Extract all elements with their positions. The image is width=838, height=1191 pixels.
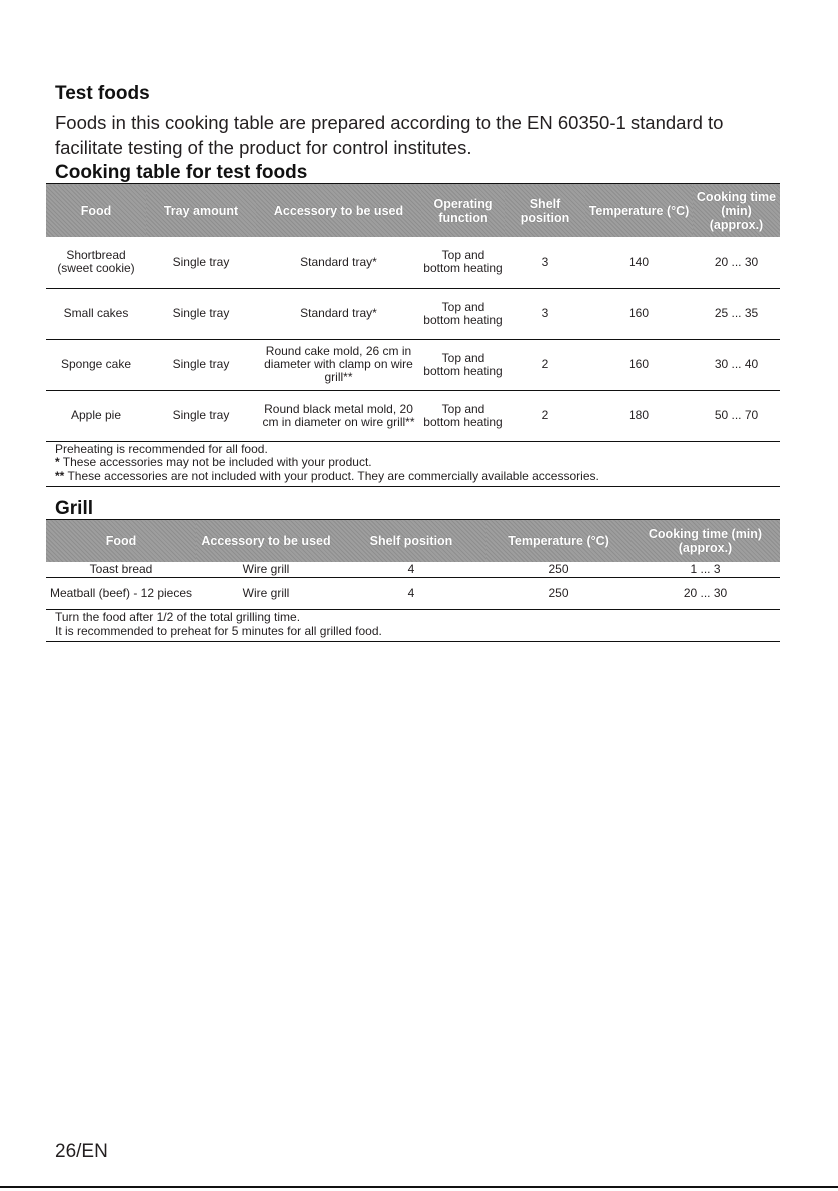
test-foods-heading: Test foods	[55, 83, 150, 104]
footer-divider	[0, 1186, 838, 1188]
cell-food: Small cakes	[63, 306, 129, 320]
cell-cooking-time: 30 ... 40	[714, 357, 759, 371]
cell-shelf-position: 4	[407, 562, 415, 576]
grill-table-notes	[46, 610, 780, 642]
cell-temperature: 160	[628, 306, 650, 320]
cell-operating-function: Top and bottom heating	[423, 248, 503, 276]
cell-accessory: Round cake mold, 26 cm in diameter with clamp on wire grill**	[264, 344, 413, 384]
cell-accessory: Standard tray*	[300, 254, 377, 269]
cell-food: Toast bread	[89, 562, 153, 576]
footnote-text: These accessories may not be included with your product.	[62, 455, 372, 469]
cell-operating-function: Top and bottom heating	[423, 401, 503, 429]
cell-food: Meatball (beef) - 12 pieces	[49, 586, 193, 600]
cell-tray-amount: Single tray	[172, 357, 230, 371]
table-row	[46, 339, 780, 390]
note-preheat: Preheating is recommended for all food.	[55, 441, 268, 456]
cell-tray-amount: Single tray	[172, 306, 230, 320]
table-row	[46, 288, 780, 339]
note-accessories-may-not-be-included	[55, 456, 780, 470]
table-row	[46, 390, 780, 441]
table-row	[46, 578, 780, 610]
grill-table-section	[46, 519, 780, 642]
note-turn-food: Turn the food after 1/2 of the total grilling time.	[55, 610, 301, 624]
cooking-table-section	[46, 183, 780, 487]
column-header-accessory: Accessory to be used	[196, 520, 336, 563]
table-row	[46, 237, 780, 288]
grill-table	[46, 519, 780, 610]
note-accessories-not-included	[55, 470, 780, 484]
table-header-row	[46, 520, 780, 563]
cooking-table	[46, 183, 780, 442]
table-row	[46, 562, 780, 578]
column-header-temperature: Temperature (°C)	[486, 520, 631, 563]
grill-heading: Grill	[55, 498, 94, 519]
cell-shelf-position: 2	[541, 357, 549, 371]
cooking-table-heading: Cooking table for test foods	[55, 162, 308, 183]
column-header-food: Food	[46, 184, 146, 238]
test-foods-intro: Foods in this cooking table are prepared according to the EN 60350-1 standard to facilitate testing of the product for control institutes.	[55, 112, 724, 158]
cell-food: Shortbread (sweet cookie)	[57, 248, 135, 276]
cell-operating-function: Top and bottom heating	[423, 299, 503, 327]
cell-cooking-time: 20 ... 30	[683, 586, 728, 600]
cell-temperature: 250	[548, 586, 569, 600]
column-header-tray-amount: Tray amount	[146, 184, 256, 238]
column-header-cooking-time: Cooking time (min) (approx.)	[693, 184, 780, 238]
column-header-temperature: Temperature (°C)	[585, 184, 693, 238]
cell-accessory: Round black metal mold, 20 cm in diameter on wire grill**	[262, 401, 415, 429]
cell-temperature: 180	[628, 408, 650, 422]
column-header-accessory: Accessory to be used	[256, 184, 421, 238]
column-header-food: Food	[46, 520, 196, 563]
cell-cooking-time: 1 ... 3	[690, 562, 721, 576]
cell-tray-amount: Single tray	[172, 254, 230, 269]
column-header-operating-function: Operating function	[421, 184, 505, 238]
cell-operating-function: Top and bottom heating	[423, 350, 503, 378]
column-header-shelf-position: Shelf position	[505, 184, 585, 238]
cell-food: Apple pie	[70, 408, 122, 422]
cell-accessory: Wire grill	[242, 562, 290, 576]
cell-accessory: Wire grill	[242, 586, 290, 600]
footnote-marker: *	[55, 455, 60, 469]
cell-temperature: 140	[628, 254, 650, 269]
cell-temperature: 160	[628, 357, 650, 371]
cell-shelf-position: 2	[541, 408, 549, 422]
cell-cooking-time: 20 ... 30	[714, 254, 759, 269]
cell-temperature: 250	[548, 562, 569, 576]
page-number: 26/EN	[55, 1141, 108, 1162]
column-header-shelf-position: Shelf position	[336, 520, 486, 563]
cell-shelf-position: 3	[541, 306, 549, 320]
cell-shelf-position: 4	[407, 586, 415, 600]
cell-cooking-time: 25 ... 35	[714, 306, 759, 320]
cell-tray-amount: Single tray	[172, 408, 230, 422]
cooking-table-notes	[46, 442, 780, 488]
column-header-cooking-time: Cooking time (min) (approx.)	[631, 520, 780, 563]
cell-shelf-position: 3	[541, 254, 549, 269]
cell-cooking-time: 50 ... 70	[714, 408, 759, 422]
footnote-text: These accessories are not included with your product. They are commercially available accessories.	[67, 468, 599, 483]
cell-food: Sponge cake	[60, 357, 132, 371]
note-preheat-grill: It is recommended to preheat for 5 minutes for all grilled food.	[55, 623, 382, 638]
cell-accessory: Standard tray*	[300, 306, 377, 320]
footnote-marker: **	[55, 468, 65, 483]
table-header-row	[46, 184, 780, 238]
